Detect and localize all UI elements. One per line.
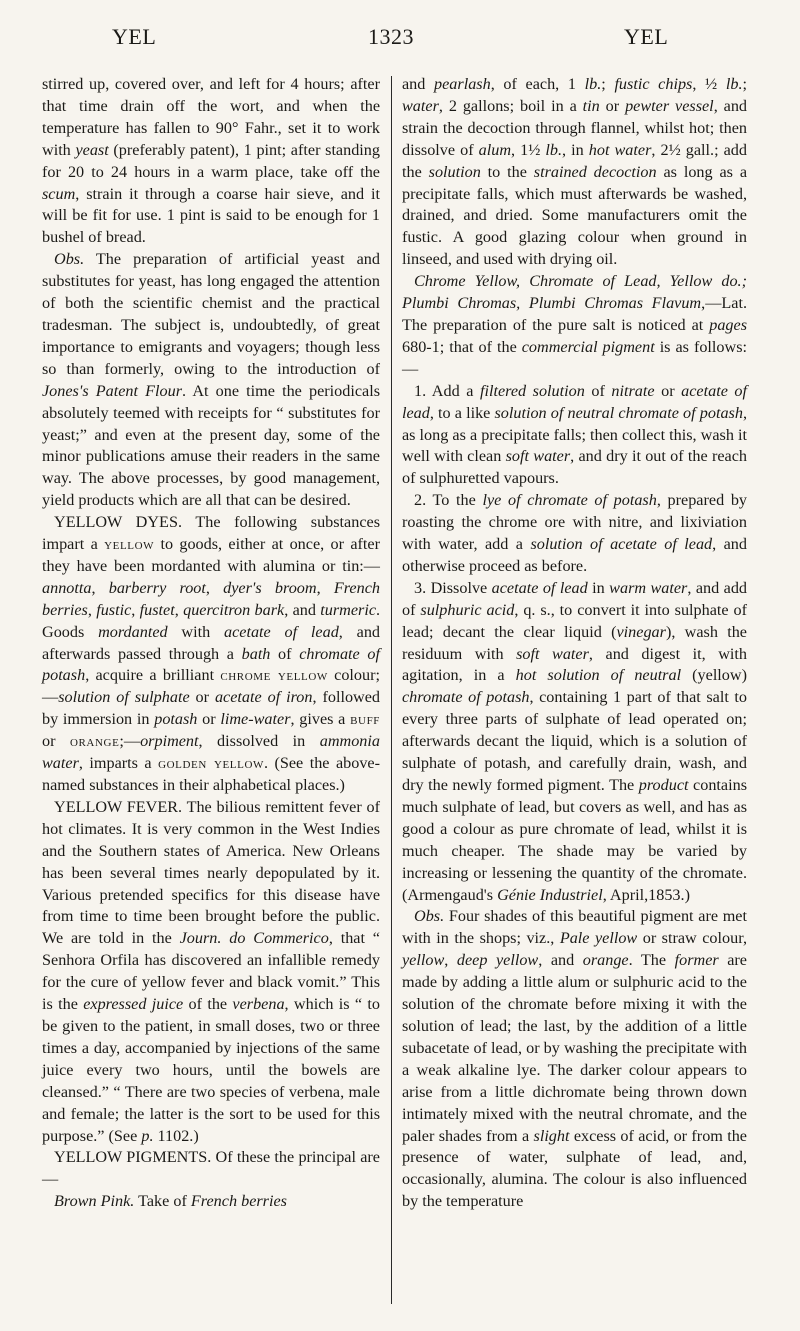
column-divider — [391, 76, 392, 1304]
para-continued: and pearlash, of each, 1 lb.; fustic chips, ½ lb.; water, 2 gallons; boil in a tin or pewter vessel, and strain the decoction through flannel, whilst hot; then dissolve of alum, 1½ lb., in hot water, 2½ gall.; add the solution to the strained decoction as long as a precipitate falls, which must afterwards be washed, drained, and dried. Some manufacturers omit the fustic. A good glazing colour when ground in linseed, and used with drying oil. — [402, 75, 748, 269]
entry-yellow-fever: YELLOW FEVER. The bilious remittent fever of hot climates. It is very common in the West Indies and the Southern states of America. New Orleans has been several times nearly depopulated by it. Various pretended specifics for this disease have from time to time been brought before the public. We are told in the Journ. do Commerico, that “ Senhora Orfila has discovered an infallible remedy for the cure of yellow fever and black vomit.” This is the expressed juice of the verbena, which is “ to be given to the patient, in small doses, two or three times a day, accompanied by injections of the same juice every two hours, until the bowels are cleansed.” “ There are two species of verbena, male and female; the latter is the sort to be used for this purpose.” (See p. 1102.) — [42, 797, 380, 1145]
left-column — [42, 74, 380, 1213]
step-3: 3. Dissolve acetate of lead in warm water, and add of sulphuric acid, q. s., to convert it into sulphate of lead; decant the clear liquid (vinegar), wash the residuum with soft water, and digest it, with agitation, in a hot solution of neutral (yellow) chromate of potash, containing 1 part of that salt to every three parts of sulphate of lead operated on; afterwards decant the liquid, which is a solution of sulphate of potash, and carefully drain, wash, and dry the newly formed pigment. The product contains much sulphate of lead, but covers as well, and has as good a colour as pure chromate of lead, whilst it is much cheaper. The shade may be varied by increasing or lessening the quantity of the chromate. (Armengaud's Génie Industriel, April,1853.) — [402, 578, 748, 904]
header-left-word: YEL — [112, 24, 157, 49]
page-number: 1323 — [368, 24, 414, 49]
step-1: 1. Add a filtered solution of nitrate or acetate of lead, to a like solution of neutral chromate of potash, as long as a precipitate falls; then collect this, wash it well with clean soft water, and dry it out of the reach of sulphuretted vapours. — [402, 381, 748, 488]
entry-yellow-dyes: YELLOW DYES. The following substances impart a yellow to goods, either at once, or after they have been mordanted with alumina or tin:—annotta, barberry root, dyer's broom, French berries, fustic, fustet, quercitron bark, and turmeric. Goods mordanted with acetate of lead, and afterwards passed through a bath of chromate of potash, acquire a brilliant chrome yellow colour;—solution of sulphate or acetate of iron, followed by immersion in potash or lime-water, gives a buff or orange;—orpiment, dissolved in ammonia water, imparts a golden yellow. (See the above-named substances in their alphabetical places.) — [42, 513, 381, 794]
header-right-word: YEL — [624, 24, 669, 49]
step-2: 2. To the lye of chromate of potash, prepared by roasting the chrome ore with nitre, and lixiviation with water, add a solution of acetate of lead, and otherwise proceed as before. — [402, 491, 748, 575]
subentry-brown-pink: Brown Pink. Take of French berries — [54, 1192, 287, 1211]
para-continued: stirred up, covered over, and left for 4 hours; after that time drain off the wort, and when the temperature has fallen to 90° Fahr., set it to work with yeast (preferably patent), 1 pint; after standing for 20 to 24 hours in a warm place, take off the scum, strain it through a coarse hair sieve, and it will be fit for use. 1 pint is said to be enough for 1 bushel of bread. — [42, 75, 380, 247]
para-obs: Obs. The preparation of artificial yeast and substitutes for yeast, has long engaged the attention of both the scientific chemist and the practical tradesman. The subject is, undoubtedly, of great importance to emigrants and voyagers; though less so than formerly, owing to the introduction of Jones's Patent Flour. At one time the periodicals absolutely teemed with receipts for “ substitutes for yeast;” and even at the present day, some of the minor publications amuse their readers in the same way. The above processes, by good management, yield products which are all that can be desired. — [42, 250, 381, 510]
running-header — [0, 16, 800, 56]
entry-yellow-pigments: YELLOW PIGMENTS. Of these the principal are— — [42, 1148, 380, 1189]
right-column — [402, 74, 747, 1213]
subentry-chrome-yellow: Chrome Yellow, Chromate of Lead, Yellow do.; Plumbi Chromas, Plumbi Chromas Flavum,—Lat. The preparation of the pure salt is noticed at pages 680-1; that of the commercial pigment is as follows:— — [402, 272, 748, 378]
para-obs: Obs. Four shades of this beautiful pigment are met with in the shops; viz., Pale yellow or straw colour, yellow, deep yellow, and orange. The former are made by adding a little alum or sulphuric acid to the solution of the chromate before mixing it with the solution of lead; the last, by the addition of a little subacetate of lead, or by washing the precipitate with a weak alkaline lye. The darker colour appears to arise from a little dichromate being thrown down intimately mixed with the neutral chromate, and the paler shades from a slight excess of acid, or from the presence of water, sulphate of lead, and, occasionally, alumina. The colour is also influenced by the temperature — [402, 907, 747, 1211]
